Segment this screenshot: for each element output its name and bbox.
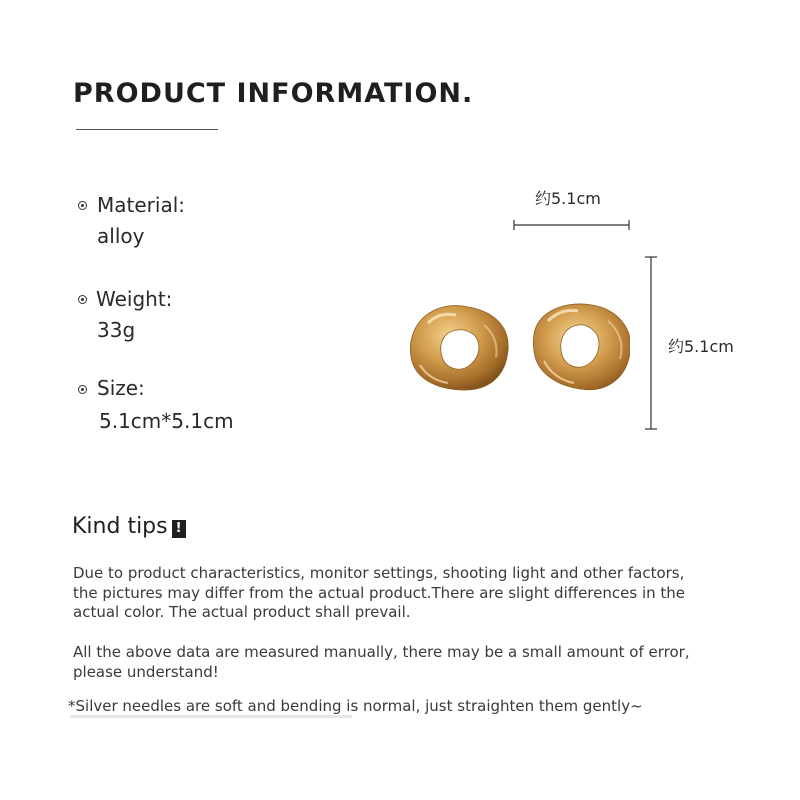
spec-weight-label: Weight:: [96, 287, 173, 311]
tips-paragraph-2: All the above data are measured manually, there may be a small amount of error, please understand!: [73, 643, 690, 681]
tips-paragraph-1: Due to product characteristics, monitor settings, shooting light and other factors, the pictures may differ from the actual product.There are slight differences in the actual color. The actual product shall prevail.: [73, 564, 685, 621]
right-earring: [533, 304, 630, 390]
width-dimension-label: 约5.1cm: [535, 189, 601, 208]
spec-material-value: alloy: [97, 224, 145, 248]
spec-size-value: 5.1cm*5.1cm: [99, 409, 234, 433]
spec-material-label: Material:: [97, 193, 185, 217]
kind-tips-title: [72, 514, 186, 539]
left-earring: [410, 305, 508, 390]
spec-weight-value: 33g: [97, 318, 136, 342]
spec-size-label: Size:: [97, 376, 145, 400]
height-dimension-label: 约5.1cm: [668, 337, 734, 356]
kind-tips-label: Kind tips: [72, 514, 168, 539]
bullet-icon: [78, 201, 87, 210]
earrings-image: [400, 295, 630, 405]
bullet-icon: [78, 385, 87, 394]
height-dimension-line: [642, 252, 660, 434]
page-title: PRODUCT INFORMATION.: [73, 78, 474, 109]
exclamation-icon: !: [172, 520, 186, 538]
silver-needle-note: *Silver needles are soft and bending is normal, just straighten them gently~: [68, 697, 643, 715]
note-highlight: [70, 715, 352, 718]
bullet-icon: [78, 295, 87, 304]
width-dimension-line: [510, 218, 634, 232]
title-divider: [76, 129, 218, 130]
